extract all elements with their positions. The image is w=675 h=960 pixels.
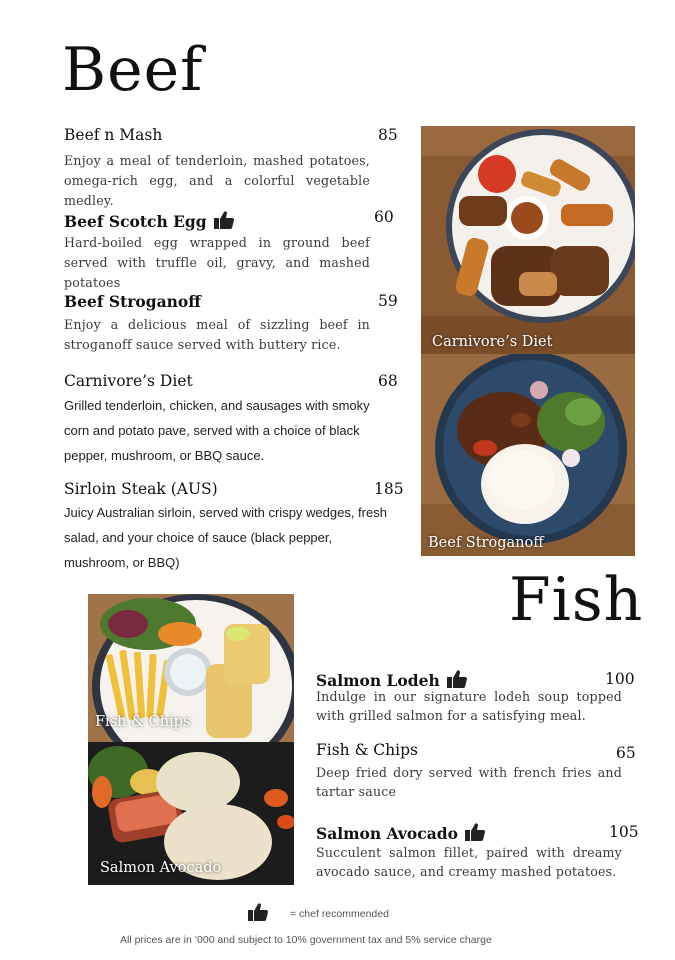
menu-item-description: Enjoy a delicious meal of sizzling beef in stroganoff sauce served with buttery rice. [64,317,370,352]
menu-item-name: Salmon Lodeh [316,671,440,690]
menu-item-name: Carnivore’s Diet [64,372,193,390]
menu-item-name-row [64,210,235,230]
menu-item-description: Deep fried dory served with french fries and tartar sauce [316,765,622,799]
fish-and-chips-photo [88,594,294,742]
menu-item-name: Fish & Chips [316,741,418,759]
menu-item-description: Juicy Australian sirloin, served with crispy wedges, fresh salad, and your choice of sauce (black pepper, mushroom, or BBQ) [64,505,387,570]
salmon-avocado-photo [88,742,294,885]
menu-item-name: Salmon Avocado [316,824,458,843]
menu-item-description: Succulent salmon fillet, paired with dreamy avocado sauce, and creamy mashed potatoes. [316,845,622,879]
menu-item-description: Enjoy a meal of tenderloin, mashed potatoes, omega-rich egg, and a colorful vegetable medley. [64,153,370,208]
menu-item-price: 59 [378,292,398,310]
photo-caption: Salmon Avocado [100,860,222,876]
menu-item-name: Beef Stroganoff [64,292,201,311]
menu-item-name-row [316,669,468,689]
menu-item-name-row [316,822,486,842]
menu-item-price: 85 [378,126,398,144]
photo-caption: Carnivore’s Diet [432,334,553,350]
carnivores-diet-image [421,126,635,354]
menu-item-price: 68 [378,372,398,390]
menu-item-description: Hard-boiled egg wrapped in ground beef served with truffle oil, gravy, and mashed potatoes [64,235,370,290]
menu-item-price: 65 [616,744,636,762]
carnivores-diet-photo [421,126,635,354]
price-note: All prices are in ’000 and subject to 10% government tax and 5% service charge [120,934,492,946]
fish-section-title: Fish [509,565,644,635]
thumbs-up-icon [213,210,235,230]
menu-item-price: 185 [374,480,404,498]
menu-item-description: Grilled tenderloin, chicken, and sausages with smoky corn and potato pave, served with a choice of black pepper, mushroom, or BBQ sauce. [64,398,370,463]
photo-caption: Beef Stroganoff [428,535,544,551]
beef-stroganoff-photo [421,354,635,556]
menu-item-description: Indulge in our signature lodeh soup topped with grilled salmon for a satisfying meal. [316,689,622,723]
menu-item-name: Sirloin Steak (AUS) [64,480,218,498]
menu-item-name: Beef n Mash [64,126,163,144]
photo-caption: Fish & Chips [95,714,191,730]
thumbs-up-icon [247,902,269,922]
thumbs-up-icon [446,669,468,689]
beef-stroganoff-image [421,354,635,556]
menu-item-name: Beef Scotch Egg [64,212,207,231]
legend-text: = chef recommended [290,908,389,920]
menu-item-price: 60 [374,208,394,226]
menu-item-price: 105 [609,823,639,841]
menu-item-price: 100 [605,670,635,688]
thumbs-up-icon [464,822,486,842]
beef-section-title: Beef [62,35,204,105]
